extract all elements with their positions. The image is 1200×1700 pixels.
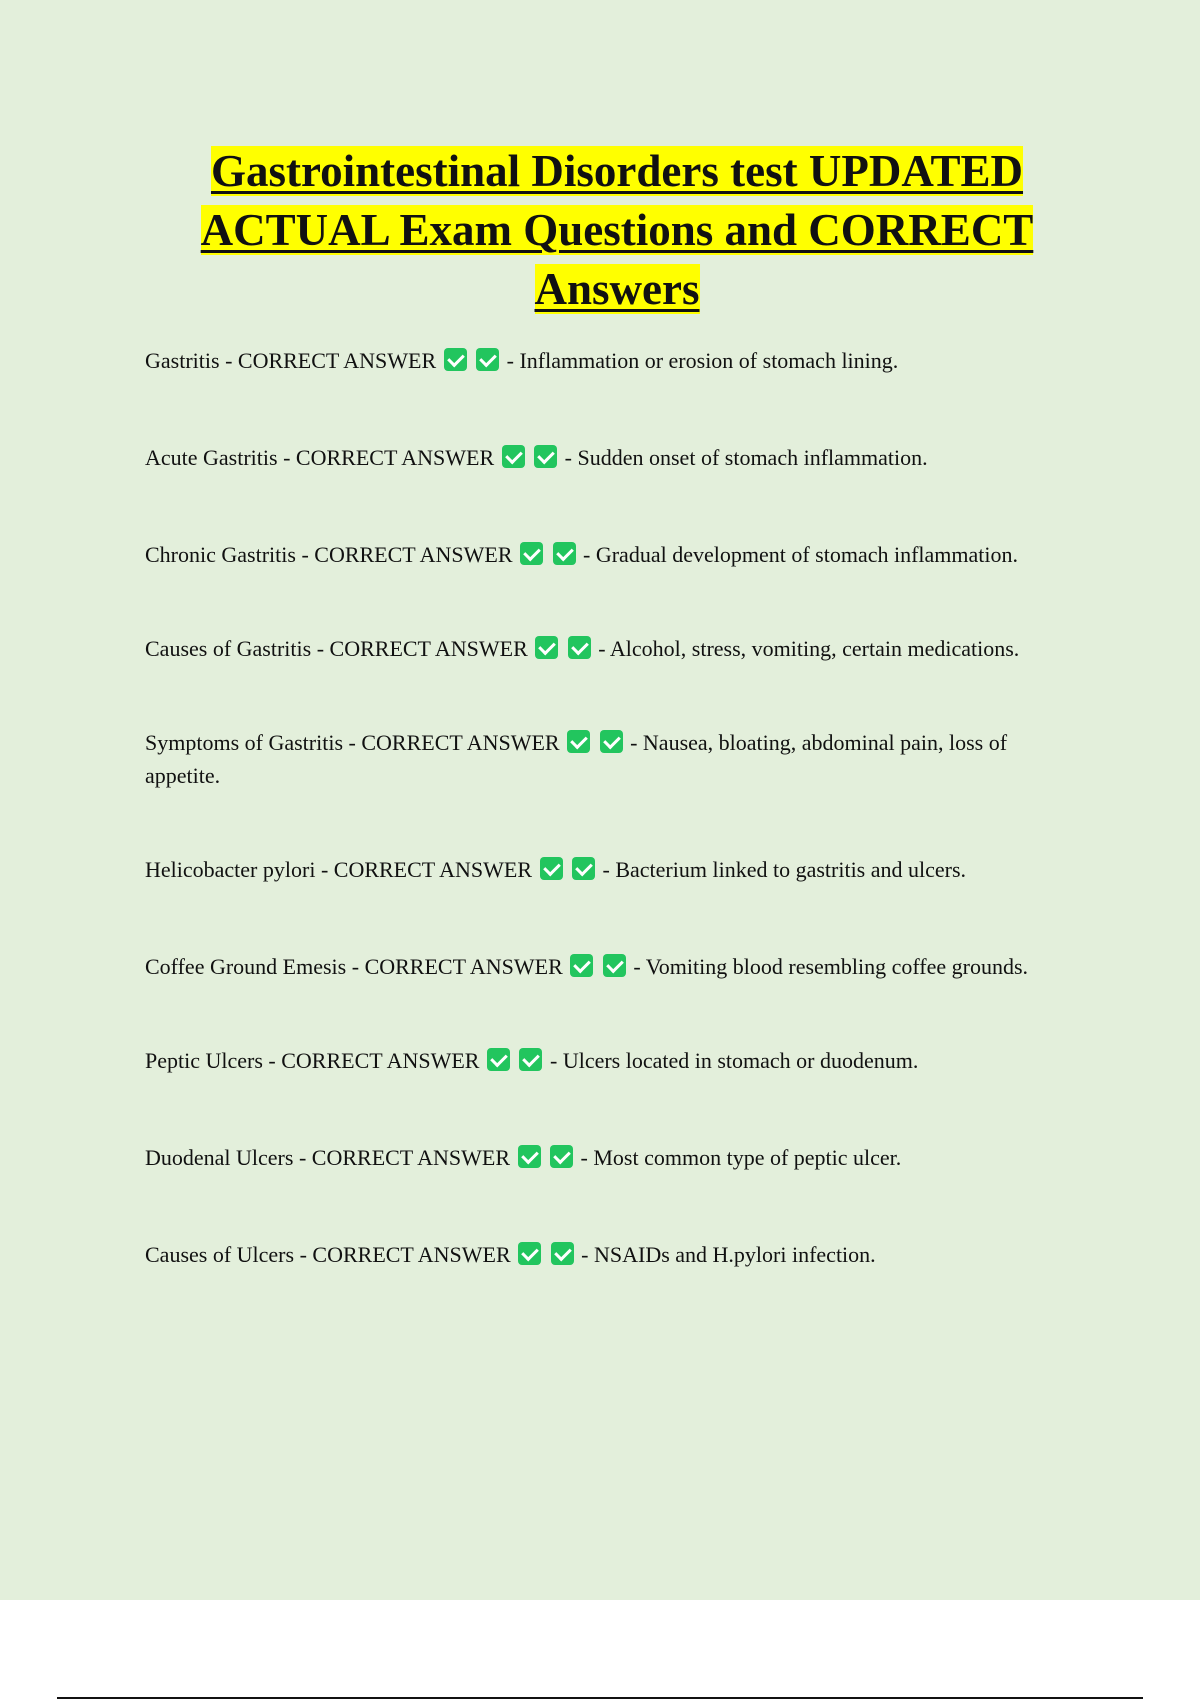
answer-label: CORRECT ANSWER xyxy=(312,1242,511,1267)
entry-term: Chronic Gastritis xyxy=(145,542,296,567)
qa-entry: Coffee Ground Emesis - CORRECT ANSWER - Vomiting blood resembling coffee grounds. xyxy=(145,954,1029,979)
entry-definition: Sudden onset of stomach inflammation. xyxy=(577,445,928,470)
answer-label: CORRECT ANSWER xyxy=(329,636,528,661)
entry-definition: Bacterium linked to gastritis and ulcers. xyxy=(615,857,967,882)
entry-term: Gastritis xyxy=(145,348,220,373)
check-icon xyxy=(519,1048,542,1071)
answer-label: CORRECT ANSWER xyxy=(314,542,513,567)
check-icon xyxy=(540,857,563,880)
entry-term: Causes of Gastritis xyxy=(145,636,312,661)
check-icon xyxy=(518,1145,541,1168)
qa-entry: Peptic Ulcers - CORRECT ANSWER - Ulcers located in stomach or duodenum. xyxy=(145,1048,919,1073)
entry-definition: Alcohol, stress, vomiting, certain medications. xyxy=(609,636,1020,661)
check-icon xyxy=(603,954,626,977)
document-title xyxy=(145,142,1089,319)
answer-label: CORRECT ANSWER xyxy=(311,1145,511,1170)
answer-label: CORRECT ANSWER xyxy=(281,1048,480,1073)
qa-entry: Acute Gastritis - CORRECT ANSWER - Sudden onset of stomach inflammation. xyxy=(145,445,928,470)
qa-entry: Symptoms of Gastritis - CORRECT ANSWER - Nausea, bloating, abdominal pain, loss of appetite. xyxy=(145,730,1008,788)
check-icon xyxy=(600,730,623,753)
answer-label: CORRECT ANSWER xyxy=(295,445,495,470)
title-line: Gastrointestinal Disorders test UPDATED xyxy=(210,146,1024,196)
check-icon xyxy=(572,857,595,880)
title-line: ACTUAL Exam Questions and CORRECT xyxy=(200,205,1034,255)
entry-term: Peptic Ulcers xyxy=(145,1048,263,1073)
answer-label: CORRECT ANSWER xyxy=(237,348,437,373)
check-icon xyxy=(520,542,543,565)
entry-definition: Most common type of peptic ulcer. xyxy=(593,1145,902,1170)
entry-definition: Gradual development of stomach inflammation. xyxy=(595,542,1019,567)
check-icon xyxy=(535,636,558,659)
entry-definition: Nausea, bloating, abdominal pain, loss of appetite. xyxy=(145,730,1008,788)
entry-term: Symptoms of Gastritis xyxy=(145,730,344,755)
qa-entry: Causes of Ulcers - CORRECT ANSWER - NSAIDs and H.pylori infection. xyxy=(145,1242,876,1267)
entry-definition: Ulcers located in stomach or duodenum. xyxy=(562,1048,919,1073)
qa-entry: Duodenal Ulcers - CORRECT ANSWER - Most common type of peptic ulcer. xyxy=(145,1145,902,1170)
entry-term: Coffee Ground Emesis xyxy=(145,954,347,979)
entry-term: Duodenal Ulcers xyxy=(145,1145,294,1170)
entry-term: Causes of Ulcers xyxy=(145,1242,295,1267)
entry-definition: NSAIDs and H.pylori infection. xyxy=(593,1242,876,1267)
check-icon xyxy=(567,730,590,753)
qa-entry: Chronic Gastritis - CORRECT ANSWER - Gradual development of stomach inflammation. xyxy=(145,542,1019,567)
check-icon xyxy=(476,348,499,371)
check-icon xyxy=(518,1242,541,1265)
entry-definition: Inflammation or erosion of stomach lining. xyxy=(519,348,899,373)
check-icon xyxy=(444,348,467,371)
check-icon xyxy=(553,542,576,565)
check-icon xyxy=(551,1242,574,1265)
check-icon xyxy=(570,954,593,977)
qa-entry: Gastritis - CORRECT ANSWER - Inflammation or erosion of stomach lining. xyxy=(145,348,899,373)
qa-entry: Causes of Gastritis - CORRECT ANSWER - Alcohol, stress, vomiting, certain medications. xyxy=(145,636,1020,661)
answer-label: CORRECT ANSWER xyxy=(361,730,560,755)
qa-list xyxy=(145,344,1085,1271)
entry-term: Acute Gastritis xyxy=(145,445,278,470)
check-icon xyxy=(534,445,557,468)
check-icon xyxy=(487,1048,510,1071)
check-icon xyxy=(502,445,525,468)
entry-definition: Vomiting blood resembling coffee grounds. xyxy=(645,954,1029,979)
answer-label: CORRECT ANSWER xyxy=(364,954,563,979)
answer-label: CORRECT ANSWER xyxy=(333,857,533,882)
footer-divider xyxy=(57,1697,1143,1699)
entry-term: Helicobacter pylori xyxy=(145,857,316,882)
title-line: Answers xyxy=(534,264,700,314)
qa-entry: Helicobacter pylori - CORRECT ANSWER - Bacterium linked to gastritis and ulcers. xyxy=(145,857,967,882)
check-icon xyxy=(550,1145,573,1168)
check-icon xyxy=(568,636,591,659)
